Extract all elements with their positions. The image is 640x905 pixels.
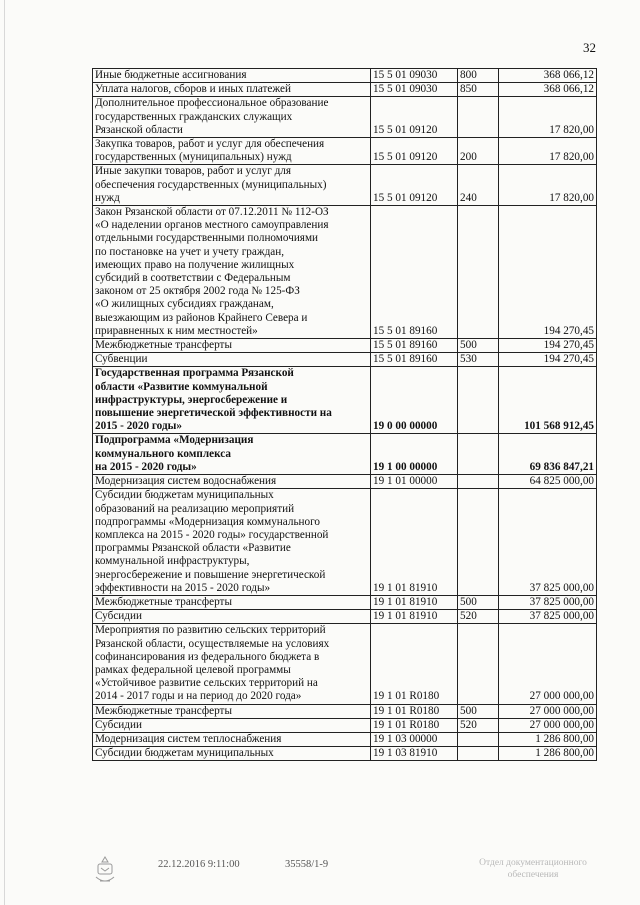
page-footer — [0, 853, 640, 893]
row-type: 520 — [458, 718, 499, 732]
row-code: 15 5 01 89160 — [371, 206, 458, 339]
row-name: Субвенции — [93, 353, 371, 367]
row-type — [458, 489, 499, 596]
row-name: Подпрограмма «Модернизация коммунального комплекса на 2015 - 2020 годы» — [93, 434, 371, 475]
budget-table — [92, 68, 597, 761]
table-row — [93, 732, 597, 746]
page-number: 32 — [583, 40, 596, 55]
row-sum: 17 820,00 — [499, 97, 597, 138]
row-code: 15 5 01 09120 — [371, 138, 458, 165]
row-name: Модернизация систем теплоснабжения — [93, 732, 371, 746]
table-row — [93, 165, 597, 206]
row-code: 15 5 01 89160 — [371, 353, 458, 367]
row-code: 15 5 01 09120 — [371, 97, 458, 138]
row-sum: 27 000 000,00 — [499, 718, 597, 732]
footer-datetime: 22.12.2016 9:11:00 — [158, 859, 240, 870]
row-type — [458, 747, 499, 761]
table-row — [93, 624, 597, 704]
row-sum: 194 270,45 — [499, 206, 597, 339]
table-row — [93, 747, 597, 761]
budget-table-body — [93, 69, 597, 761]
row-code: 15 5 01 09120 — [371, 165, 458, 206]
table-row — [93, 83, 597, 97]
row-sum: 1 286 800,00 — [499, 732, 597, 746]
row-type: 530 — [458, 353, 499, 367]
row-sum: 64 825 000,00 — [499, 475, 597, 489]
row-sum: 37 825 000,00 — [499, 610, 597, 624]
table-row — [93, 610, 597, 624]
row-code: 19 1 00 00000 — [371, 434, 458, 475]
row-sum: 17 820,00 — [499, 138, 597, 165]
table-row — [93, 353, 597, 367]
row-sum: 194 270,45 — [499, 339, 597, 353]
row-type — [458, 434, 499, 475]
footer-watermark-text: Отдел документационного обеспечения — [479, 858, 587, 880]
table-row — [93, 97, 597, 138]
row-code: 19 1 01 R0180 — [371, 718, 458, 732]
row-name: Уплата налогов, сборов и иных платежей — [93, 83, 371, 97]
row-name: Межбюджетные трансферты — [93, 595, 371, 609]
row-code: 19 1 03 81910 — [371, 747, 458, 761]
table-row — [93, 206, 597, 339]
row-sum: 37 825 000,00 — [499, 489, 597, 596]
row-type: 500 — [458, 704, 499, 718]
footer-doc-number: 35558/1-9 — [285, 859, 329, 870]
row-name: Субсидии — [93, 610, 371, 624]
table-row — [93, 434, 597, 475]
table-row — [93, 339, 597, 353]
row-type: 500 — [458, 339, 499, 353]
row-type — [458, 732, 499, 746]
row-name: Субсидии бюджетам муниципальных — [93, 747, 371, 761]
row-type: 850 — [458, 83, 499, 97]
table-row — [93, 489, 597, 596]
row-sum: 368 066,12 — [499, 83, 597, 97]
row-sum: 194 270,45 — [499, 353, 597, 367]
row-name: Межбюджетные трансферты — [93, 704, 371, 718]
row-code: 19 0 00 00000 — [371, 367, 458, 434]
row-name: Закупка товаров, работ и услуг для обеспечения государственных (муниципальных) нужд — [93, 138, 371, 165]
row-sum: 1 286 800,00 — [499, 747, 597, 761]
row-name: Государственная программа Рязанской области «Развитие коммунальной инфраструктуры, энергосбережение и повышение энергетической эффективности на 2015 - 2020 годы» — [93, 367, 371, 434]
row-code: 19 1 01 R0180 — [371, 704, 458, 718]
row-code: 15 5 01 09030 — [371, 83, 458, 97]
row-type: 240 — [458, 165, 499, 206]
row-sum: 17 820,00 — [499, 165, 597, 206]
table-row — [93, 595, 597, 609]
table-row — [93, 69, 597, 83]
row-code: 19 1 01 00000 — [371, 475, 458, 489]
row-name: Закон Рязанской области от 07.12.2011 № 112-ОЗ «О наделении органов местного самоуправления отдельными государственными полномочиями по постановке на учет и учету граждан, имеющих право на получение жилищных субсидий в соответствии с Федеральным законом от 25 октября 2002 года № 125-ФЗ «О жилищных субсидиях гражданам, выезжающим из районов Крайнего Севера и приравненных к ним местностей» — [93, 206, 371, 339]
row-code: 15 5 01 09030 — [371, 69, 458, 83]
row-type — [458, 97, 499, 138]
scan-margin-line — [4, 0, 5, 905]
table-row — [93, 138, 597, 165]
row-type — [458, 624, 499, 704]
row-type — [458, 475, 499, 489]
row-code: 19 1 01 R0180 — [371, 624, 458, 704]
row-sum: 69 836 847,21 — [499, 434, 597, 475]
table-row — [93, 475, 597, 489]
row-type: 800 — [458, 69, 499, 83]
row-name: Субсидии — [93, 718, 371, 732]
row-name: Иные закупки товаров, работ и услуг для обеспечения государственных (муниципальных) нужд — [93, 165, 371, 206]
row-code: 19 1 01 81910 — [371, 595, 458, 609]
row-type: 200 — [458, 138, 499, 165]
row-code: 19 1 03 00000 — [371, 732, 458, 746]
table-row — [93, 367, 597, 434]
row-sum: 27 000 000,00 — [499, 704, 597, 718]
emblem-stamp-icon — [92, 855, 118, 887]
table-row — [93, 704, 597, 718]
row-name: Модернизация систем водоснабжения — [93, 475, 371, 489]
row-sum: 37 825 000,00 — [499, 595, 597, 609]
row-sum: 27 000 000,00 — [499, 624, 597, 704]
row-sum: 101 568 912,45 — [499, 367, 597, 434]
row-type: 500 — [458, 595, 499, 609]
row-name: Субсидии бюджетам муниципальных образований на реализацию мероприятий подпрограммы «Модернизация коммунального комплекса на 2015 - 2020 годы» государственной программы Рязанской области «Развитие коммунальной инфраструктуры, энергосбережение и повышение энергетической эффективности на 2015 - 2020 годы» — [93, 489, 371, 596]
row-code: 15 5 01 89160 — [371, 339, 458, 353]
row-name: Иные бюджетные ассигнования — [93, 69, 371, 83]
row-sum: 368 066,12 — [499, 69, 597, 83]
row-name: Межбюджетные трансферты — [93, 339, 371, 353]
row-name: Дополнительное профессиональное образование государственных гражданских служащих Рязанской области — [93, 97, 371, 138]
table-row — [93, 718, 597, 732]
row-code: 19 1 01 81910 — [371, 610, 458, 624]
row-type — [458, 367, 499, 434]
row-type: 520 — [458, 610, 499, 624]
row-type — [458, 206, 499, 339]
row-name: Мероприятия по развитию сельских территорий Рязанской области, осуществляемые на условиях софинансирования из федерального бюджета в рамках федеральной целевой программы «Устойчивое развитие сельских территорий на 2014 - 2017 годы и на период до 2020 года» — [93, 624, 371, 704]
row-code: 19 1 01 81910 — [371, 489, 458, 596]
